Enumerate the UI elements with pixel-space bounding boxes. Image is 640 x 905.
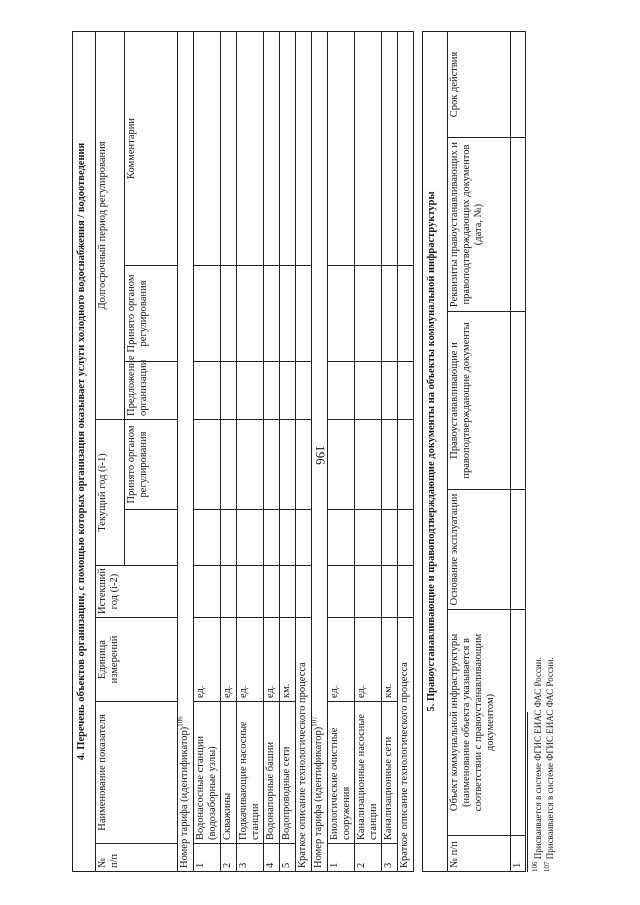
process-description: Краткое описание технологического процесса [296, 618, 312, 872]
cell [237, 31, 264, 265]
row-num: 1 [328, 844, 355, 872]
process-description: Краткое описание технологического процесса [398, 618, 414, 872]
footnote-num: 107 [543, 861, 551, 872]
header-accepted-regulator: Принято органом регулирования [125, 420, 178, 510]
tariff-footnote-ref: 107 [310, 716, 319, 727]
cell [296, 510, 312, 566]
cell [264, 266, 280, 362]
tariff-label-row [178, 31, 194, 871]
row-num: 2 [221, 844, 237, 872]
tariff-label: Номер тарифа (идентификатор) [313, 726, 324, 868]
row-name: Скважины [221, 702, 237, 844]
table-row [328, 31, 355, 871]
cell [382, 362, 398, 420]
cell [280, 362, 296, 420]
row-unit: км. [382, 618, 398, 702]
cell [355, 266, 382, 362]
objects-table [72, 31, 414, 872]
row-unit: ед. [355, 618, 382, 702]
cell [398, 266, 414, 362]
cell [328, 510, 355, 566]
header-org-proposal: Предложение организации [125, 362, 178, 420]
cell [296, 362, 312, 420]
cell [398, 420, 414, 510]
cell [511, 610, 526, 836]
row-num: 4 [264, 844, 280, 872]
cell [221, 420, 237, 510]
row-unit: ед. [237, 618, 264, 702]
header-term: Срок действия [448, 31, 511, 137]
header-object: Объект коммунальной инфраструктуры (наименование объекта указывается в соответствии с правоустанавливающим документом) [448, 610, 511, 836]
row-name: Канализационные насосные станции [355, 702, 382, 844]
cell [194, 420, 221, 510]
page-number: 196 [313, 445, 328, 465]
cell [264, 566, 280, 618]
row-num: 5 [280, 844, 296, 872]
cell [382, 266, 398, 362]
cell [237, 510, 264, 566]
cell [328, 266, 355, 362]
row-unit: ед. [328, 618, 355, 702]
header-num: № п/п [448, 836, 511, 872]
cell [264, 510, 280, 566]
cell [355, 566, 382, 618]
row-num: 1 [194, 844, 221, 872]
cell [355, 362, 382, 420]
row-num: 2 [355, 844, 382, 872]
cell [221, 31, 237, 265]
cell [264, 362, 280, 420]
cell [355, 510, 382, 566]
cell [511, 138, 526, 312]
cell [328, 566, 355, 618]
cell [511, 312, 526, 490]
cell [194, 510, 221, 566]
row-unit: ед. [221, 618, 237, 702]
header-num: № п/п [96, 844, 178, 872]
cell [382, 31, 398, 265]
cell [382, 566, 398, 618]
cell [382, 420, 398, 510]
header-cur-blank [125, 510, 178, 566]
row-num: 1 [511, 836, 526, 872]
row-name: Подкачивающие насосные станции [237, 702, 264, 844]
header-prev-year: Истекший год (i-2) [96, 566, 178, 618]
footnote-text: Присваивается в системе ФГИС ЕИАС ФАС России. [533, 657, 543, 860]
cell [511, 490, 526, 610]
cell [328, 420, 355, 510]
header-long-term: Долгосрочный период регулирования [96, 31, 125, 419]
cell [355, 420, 382, 510]
cell [398, 31, 414, 265]
footnote-text: Присваивается в системе ФГИС ЕИАС ФАС России. [545, 657, 555, 860]
footnote [544, 32, 556, 872]
cell [237, 420, 264, 510]
cell [280, 566, 296, 618]
row-unit: ед. [264, 618, 280, 702]
cell [221, 266, 237, 362]
row-name: Биологические очистные сооружения [328, 702, 355, 844]
cell [296, 266, 312, 362]
footnote-divider [527, 712, 528, 872]
cell [296, 420, 312, 510]
cell [398, 362, 414, 420]
cell [328, 362, 355, 420]
header-name: Наименование показателя [96, 702, 178, 844]
cell [194, 362, 221, 420]
header-details: Реквизиты правоустанавливающих и правоподтверждающих документов (дата, №) [448, 138, 511, 312]
cell [221, 566, 237, 618]
header-basis: Основание эксплуатации [448, 490, 511, 610]
row-unit: ед. [194, 618, 221, 702]
header-unit: Единица измерений [96, 618, 178, 702]
cell [264, 31, 280, 265]
row-unit: км. [280, 618, 296, 702]
cell [194, 566, 221, 618]
cell [382, 510, 398, 566]
table4-title: 4. Перечень объектов организации, с помощью которых организация оказывает услуги холодного водоснабжения / водоотведения [73, 31, 96, 871]
cell [280, 510, 296, 566]
tariff-label: Номер тарифа (идентификатор) [179, 726, 190, 868]
row-num: 3 [237, 844, 264, 872]
footnote [532, 32, 544, 872]
cell [398, 510, 414, 566]
header-comments: Комментарии [125, 31, 178, 265]
cell [264, 420, 280, 510]
row-name: Водопроводные сети [280, 702, 296, 844]
table-row [280, 31, 296, 871]
footnote-num: 106 [531, 861, 539, 872]
cell [296, 566, 312, 618]
cell [221, 510, 237, 566]
table-row [382, 31, 398, 871]
cell [398, 566, 414, 618]
cell [328, 31, 355, 265]
table-row [264, 31, 280, 871]
row-name: Водонапорные башни [264, 702, 280, 844]
cell [237, 566, 264, 618]
table-row [355, 31, 382, 871]
cell [237, 266, 264, 362]
row-num: 3 [382, 844, 398, 872]
cell [280, 31, 296, 265]
cell [296, 31, 312, 265]
cell [194, 31, 221, 265]
rotated-page-content [72, 32, 582, 872]
table-row [221, 31, 237, 871]
cell [511, 31, 526, 137]
table-row [237, 31, 264, 871]
table-row [194, 31, 221, 871]
footnotes [527, 32, 556, 872]
table5-title: 5. Правоустанавливающие и правоподтверждающие документы на объекты коммунальной инфраструктуры [423, 31, 448, 871]
cell [280, 420, 296, 510]
cell [280, 266, 296, 362]
documents-table [422, 31, 526, 872]
table-row [511, 31, 526, 871]
cell [221, 362, 237, 420]
cell [237, 362, 264, 420]
tariff-footnote-ref: 106 [176, 716, 185, 727]
header-current-year: Текущий год (i-1) [96, 420, 125, 566]
row-name: Водонасосные станции (водозаборные узлы) [194, 702, 221, 844]
tariff-label-row [312, 31, 328, 871]
cell [194, 266, 221, 362]
row-name: Канализационные сети [382, 702, 398, 844]
header-accepted-regulator-2: Принято органом регулирования [125, 266, 178, 362]
header-docs: Правоустанавливающие и правоподтверждающие документы [448, 312, 511, 490]
cell [355, 31, 382, 265]
